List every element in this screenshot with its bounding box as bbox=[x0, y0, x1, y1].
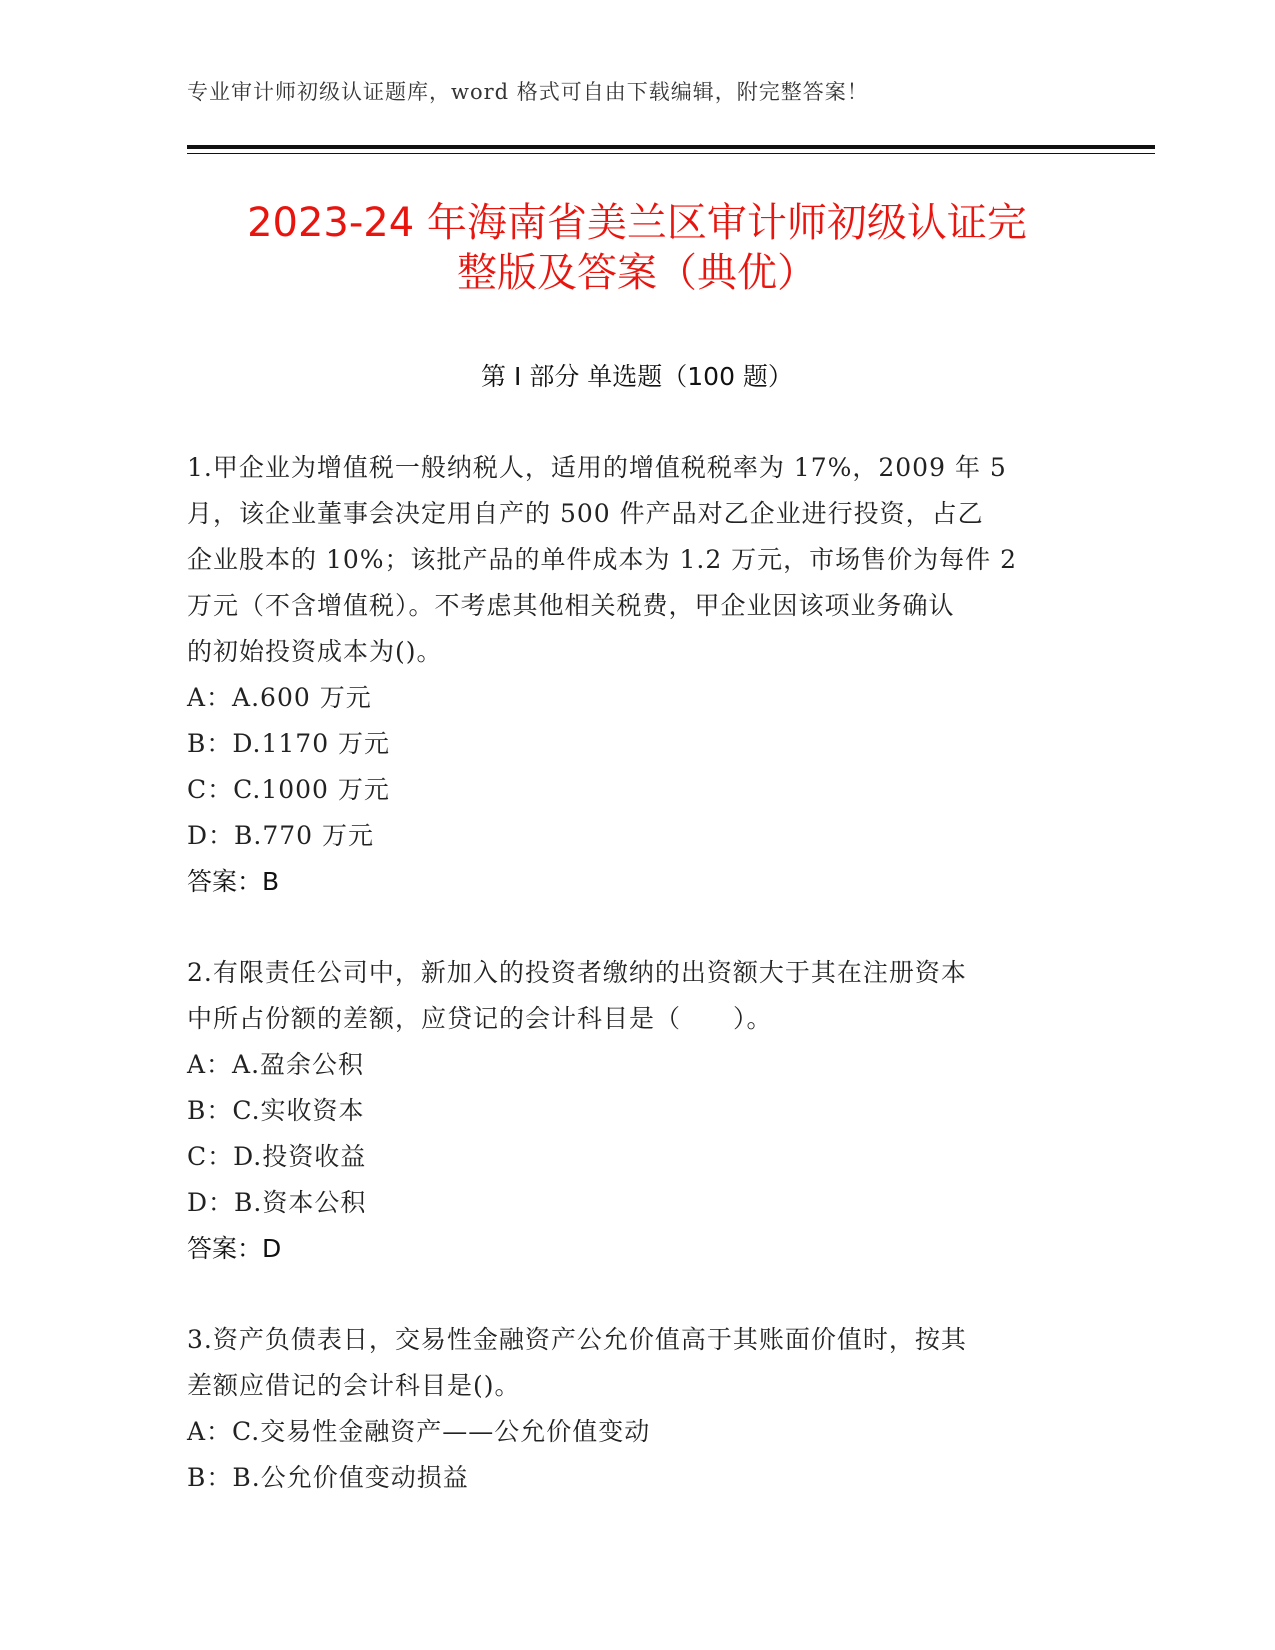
question-stem-line: 的初始投资成本为()。 bbox=[187, 637, 443, 666]
option-a: A：A.600 万元 bbox=[187, 683, 372, 712]
question-2 bbox=[187, 950, 1087, 1272]
document-title-line-1: 2023-24 年海南省美兰区审计师初级认证完 bbox=[247, 200, 1027, 246]
question-stem-line: 2.有限责任公司中，新加入的投资者缴纳的出资额大于其在注册资本 bbox=[187, 958, 967, 987]
question-list bbox=[187, 445, 1087, 1546]
option-c: C：C.1000 万元 bbox=[187, 775, 390, 804]
header-note: 专业审计师初级认证题库，word 格式可自由下载编辑，附完整答案！ bbox=[187, 80, 869, 104]
question-1 bbox=[187, 445, 1087, 905]
document-title-line-2: 整版及答案（典优） bbox=[457, 250, 817, 296]
question-3 bbox=[187, 1317, 1087, 1501]
question-stem-line: 月，该企业董事会决定用自产的 500 件产品对乙企业进行投资，占乙 bbox=[187, 499, 984, 528]
answer: 答案：D bbox=[187, 1234, 282, 1263]
answer: 答案：B bbox=[187, 867, 280, 896]
question-stem-line: 中所占份额的差额，应贷记的会计科目是（ ）。 bbox=[187, 1004, 773, 1033]
header-divider-thick bbox=[187, 145, 1155, 149]
question-stem-line: 企业股本的 10%；该批产品的单件成本为 1.2 万元，市场售价为每件 2 bbox=[187, 545, 1018, 574]
document-title bbox=[187, 198, 1087, 298]
option-a: A：A.盈余公积 bbox=[187, 1050, 365, 1079]
question-stem-line: 差额应借记的会计科目是()。 bbox=[187, 1371, 521, 1400]
option-b: B：B.公允价值变动损益 bbox=[187, 1463, 469, 1492]
option-c: C：D.投资收益 bbox=[187, 1142, 367, 1171]
question-stem-line: 1.甲企业为增值税一般纳税人，适用的增值税税率为 17%，2009 年 5 bbox=[187, 453, 1007, 482]
question-stem-line: 万元（不含增值税）。不考虑其他相关税费，甲企业因该项业务确认 bbox=[187, 591, 955, 620]
option-b: B：C.实收资本 bbox=[187, 1096, 365, 1125]
section-heading: 第 I 部分 单选题（100 题） bbox=[481, 362, 793, 391]
option-b: B：D.1170 万元 bbox=[187, 729, 391, 758]
option-d: D：B.770 万元 bbox=[187, 821, 375, 850]
option-a: A：C.交易性金融资产——公允价值变动 bbox=[187, 1417, 651, 1446]
header-divider-thin bbox=[187, 153, 1155, 154]
question-stem-line: 3.资产负债表日，交易性金融资产公允价值高于其账面价值时，按其 bbox=[187, 1325, 967, 1354]
option-d: D：B.资本公积 bbox=[187, 1188, 367, 1217]
